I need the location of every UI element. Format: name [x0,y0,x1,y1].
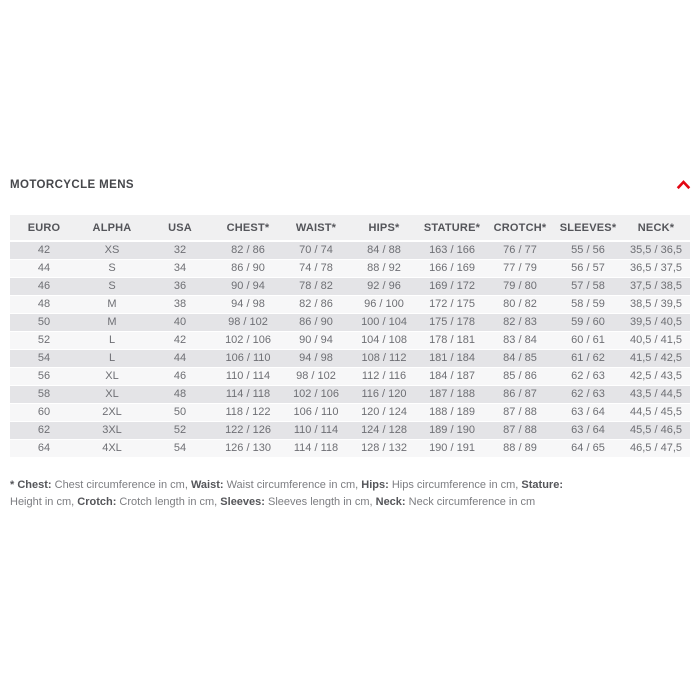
table-cell: 43,5 / 44,5 [622,385,690,403]
table-row [10,421,690,439]
table-row [10,241,690,259]
table-cell: 54 [10,349,78,367]
table-header [10,215,690,241]
table-cell: 46 [146,367,214,385]
table-cell: 110 / 114 [214,367,282,385]
column-header: SLEEVES* [554,215,622,241]
table-cell: 58 / 59 [554,295,622,313]
column-header: NECK* [622,215,690,241]
accordion-header-motorcycle-mens[interactable] [10,177,691,193]
table-cell: 82 / 83 [486,313,554,331]
table-cell: 32 [146,241,214,259]
table-cell: 172 / 175 [418,295,486,313]
table-cell: 106 / 110 [282,403,350,421]
table-cell: 94 / 98 [214,295,282,313]
table-cell: XS [78,241,146,259]
table-cell: 74 / 78 [282,259,350,277]
table-cell: 163 / 166 [418,241,486,259]
table-cell: M [78,313,146,331]
table-row [10,367,690,385]
table-cell: 36,5 / 37,5 [622,259,690,277]
table-cell: 190 / 191 [418,439,486,457]
table-cell: 48 [146,385,214,403]
measurement-footnote [10,477,660,511]
column-header: EURO [10,215,78,241]
table-cell: 87 / 88 [486,421,554,439]
column-header: USA [146,215,214,241]
table-cell: 45,5 / 46,5 [622,421,690,439]
table-cell: 187 / 188 [418,385,486,403]
table-cell: S [78,259,146,277]
table-cell: 82 / 86 [282,295,350,313]
table-cell: 94 / 98 [282,349,350,367]
footnote-term: Stature: [521,479,563,491]
table-cell: L [78,331,146,349]
footnote-term: * Chest: [10,479,52,491]
table-cell: 178 / 181 [418,331,486,349]
table-cell: 114 / 118 [214,385,282,403]
table-cell: 50 [146,403,214,421]
table-cell: 184 / 187 [418,367,486,385]
table-cell: 84 / 85 [486,349,554,367]
table-cell: 38 [146,295,214,313]
table-row [10,331,690,349]
table-cell: 86 / 87 [486,385,554,403]
table-cell: 112 / 116 [350,367,418,385]
column-header: CHEST* [214,215,282,241]
footnote-term: Waist: [190,479,224,491]
footnote-line: * Chest: Chest circumference in cm, Waist: Waist circumference in cm, Hips: Hips circumference in cm, Stature: [10,479,563,491]
table-cell: 56 / 57 [554,259,622,277]
table-cell: 3XL [78,421,146,439]
footnote-line: Height in cm, Crotch: Crotch length in cm, Sleeves: Sleeves length in cm, Neck: Neck circumference in cm [10,496,536,508]
table-cell: 85 / 86 [486,367,554,385]
table-cell: 35,5 / 36,5 [622,241,690,259]
table-cell: 36 [146,277,214,295]
table-cell: 60 / 61 [554,331,622,349]
table-cell: 44 [10,259,78,277]
table-cell: 48 [10,295,78,313]
table-cell: 58 [10,385,78,403]
table-cell: 79 / 80 [486,277,554,295]
table-cell: 106 / 110 [214,349,282,367]
table-cell: 84 / 88 [350,241,418,259]
column-header: WAIST* [282,215,350,241]
table-cell: 86 / 90 [282,313,350,331]
footnote-term: Hips: [361,479,389,491]
table-cell: 87 / 88 [486,403,554,421]
table-cell: 41,5 / 42,5 [622,349,690,367]
table-cell: 122 / 126 [214,421,282,439]
table-cell: 42 [146,331,214,349]
table-cell: 128 / 132 [350,439,418,457]
table-cell: 166 / 169 [418,259,486,277]
table-cell: 59 / 60 [554,313,622,331]
table-cell: 96 / 100 [350,295,418,313]
table-row [10,349,690,367]
table-cell: 110 / 114 [282,421,350,439]
table-cell: 88 / 89 [486,439,554,457]
table-cell: 102 / 106 [282,385,350,403]
chevron-up-icon[interactable] [676,180,691,190]
table-cell: 62 [10,421,78,439]
table-cell: 83 / 84 [486,331,554,349]
table-cell: 77 / 79 [486,259,554,277]
table-cell: 44 [146,349,214,367]
table-row [10,277,690,295]
footnote-term: Sleeves: [220,496,265,508]
table-cell: 39,5 / 40,5 [622,313,690,331]
table-cell: 116 / 120 [350,385,418,403]
table-cell: 175 / 178 [418,313,486,331]
table-cell: 52 [10,331,78,349]
table-cell: 42,5 / 43,5 [622,367,690,385]
table-cell: 90 / 94 [282,331,350,349]
table-cell: 92 / 96 [350,277,418,295]
table-cell: 126 / 130 [214,439,282,457]
table-cell: 114 / 118 [282,439,350,457]
table-body [10,241,690,457]
table-cell: 50 [10,313,78,331]
table-cell: 78 / 82 [282,277,350,295]
table-cell: 62 / 63 [554,367,622,385]
table-cell: 189 / 190 [418,421,486,439]
table-cell: 60 [10,403,78,421]
table-cell: 102 / 106 [214,331,282,349]
table-cell: 44,5 / 45,5 [622,403,690,421]
table-cell: 70 / 74 [282,241,350,259]
table-row [10,403,690,421]
table-cell: XL [78,385,146,403]
size-table [10,215,690,457]
table-cell: 55 / 56 [554,241,622,259]
table-row [10,385,690,403]
table-cell: 104 / 108 [350,331,418,349]
table-cell: 88 / 92 [350,259,418,277]
table-cell: 98 / 102 [282,367,350,385]
table-cell: 63 / 64 [554,421,622,439]
table-cell: 124 / 128 [350,421,418,439]
table-cell: 64 [10,439,78,457]
table-cell: 40,5 / 41,5 [622,331,690,349]
table-header-row [10,215,690,241]
column-header: CROTCH* [486,215,554,241]
table-cell: 181 / 184 [418,349,486,367]
table-cell: S [78,277,146,295]
table-cell: 80 / 82 [486,295,554,313]
table-cell: 38,5 / 39,5 [622,295,690,313]
table-cell: 46,5 / 47,5 [622,439,690,457]
size-table-container [10,215,690,457]
table-cell: 118 / 122 [214,403,282,421]
table-cell: 4XL [78,439,146,457]
column-header: ALPHA [78,215,146,241]
table-cell: 57 / 58 [554,277,622,295]
table-cell: 37,5 / 38,5 [622,277,690,295]
table-cell: XL [78,367,146,385]
section-title: MOTORCYCLE MENS [10,179,134,191]
column-header: STATURE* [418,215,486,241]
table-cell: 100 / 104 [350,313,418,331]
table-cell: 63 / 64 [554,403,622,421]
table-cell: 76 / 77 [486,241,554,259]
table-cell: 52 [146,421,214,439]
table-cell: 2XL [78,403,146,421]
table-cell: 108 / 112 [350,349,418,367]
table-row [10,295,690,313]
table-cell: 42 [10,241,78,259]
table-cell: 34 [146,259,214,277]
table-row [10,439,690,457]
table-cell: 90 / 94 [214,277,282,295]
table-row [10,259,690,277]
table-cell: 62 / 63 [554,385,622,403]
table-cell: 120 / 124 [350,403,418,421]
table-cell: 188 / 189 [418,403,486,421]
footnote-term: Crotch: [77,496,117,508]
table-row [10,313,690,331]
column-header: HIPS* [350,215,418,241]
table-cell: 54 [146,439,214,457]
table-cell: 98 / 102 [214,313,282,331]
table-cell: 169 / 172 [418,277,486,295]
table-cell: 82 / 86 [214,241,282,259]
table-cell: M [78,295,146,313]
table-cell: 64 / 65 [554,439,622,457]
table-cell: 40 [146,313,214,331]
table-cell: 61 / 62 [554,349,622,367]
table-cell: L [78,349,146,367]
table-cell: 86 / 90 [214,259,282,277]
table-cell: 46 [10,277,78,295]
table-cell: 56 [10,367,78,385]
footnote-term: Neck: [375,496,406,508]
